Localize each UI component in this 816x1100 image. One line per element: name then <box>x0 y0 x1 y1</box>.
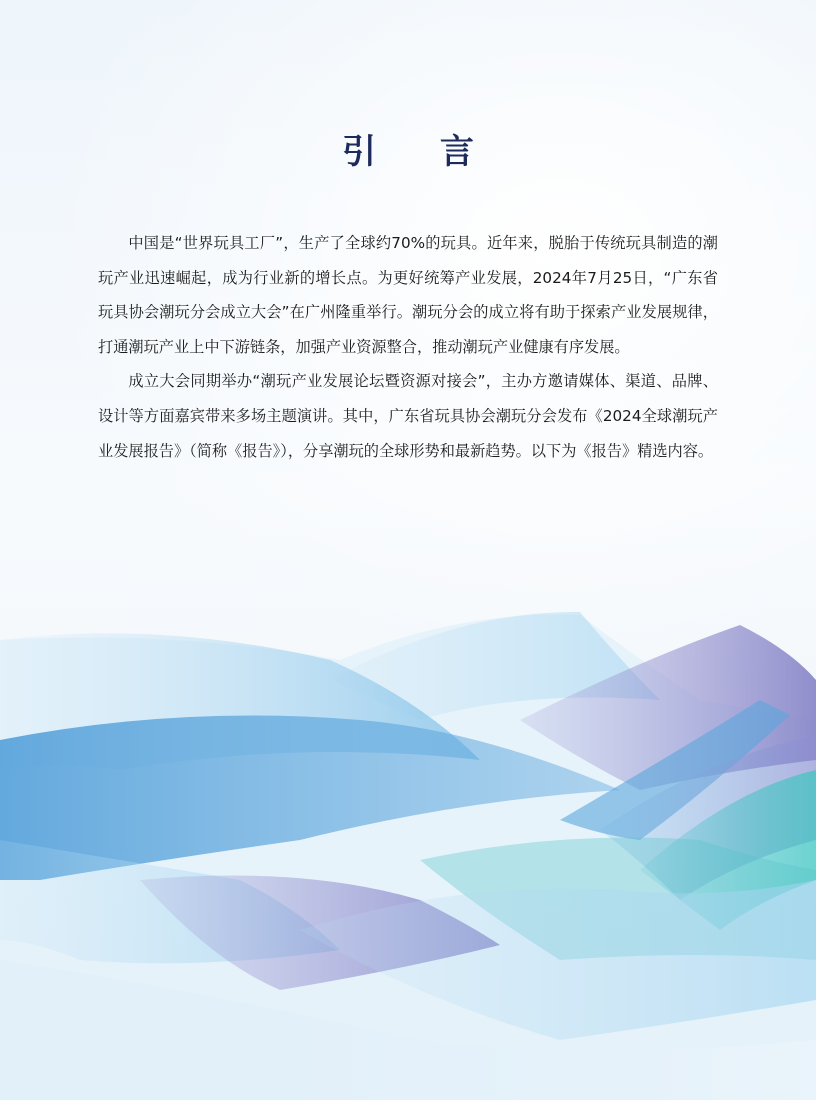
paragraph: 成立大会同期举办“潮玩产业发展论坛暨资源对接会”，主办方邀请媒体、渠道、品牌、设计等方面嘉宾带来多场主题演讲。其中，广东省玩具协会潮玩分会发布《2024全球潮玩产业发展报告》（简称《报告》），分享潮玩的全球形势和最新趋势。以下为《报告》精选内容。 <box>98 372 718 460</box>
paragraph: 中国是“世界玩具工厂”，生产了全球约70%的玩具。近年来，脱胎于传统玩具制造的潮玩产业迅速崛起，成为行业新的增长点。为更好统筹产业发展，2024年7月25日，“广东省玩具协会潮玩分会成立大会”在广州隆重举行。潮玩分会的成立将有助于探索产业发展规律，打通潮玩产业上中下游链条，加强产业资源整合，推动潮玩产业健康有序发展。 <box>98 234 718 356</box>
intro-body <box>98 226 718 468</box>
page-title: 引 言 <box>342 132 500 172</box>
